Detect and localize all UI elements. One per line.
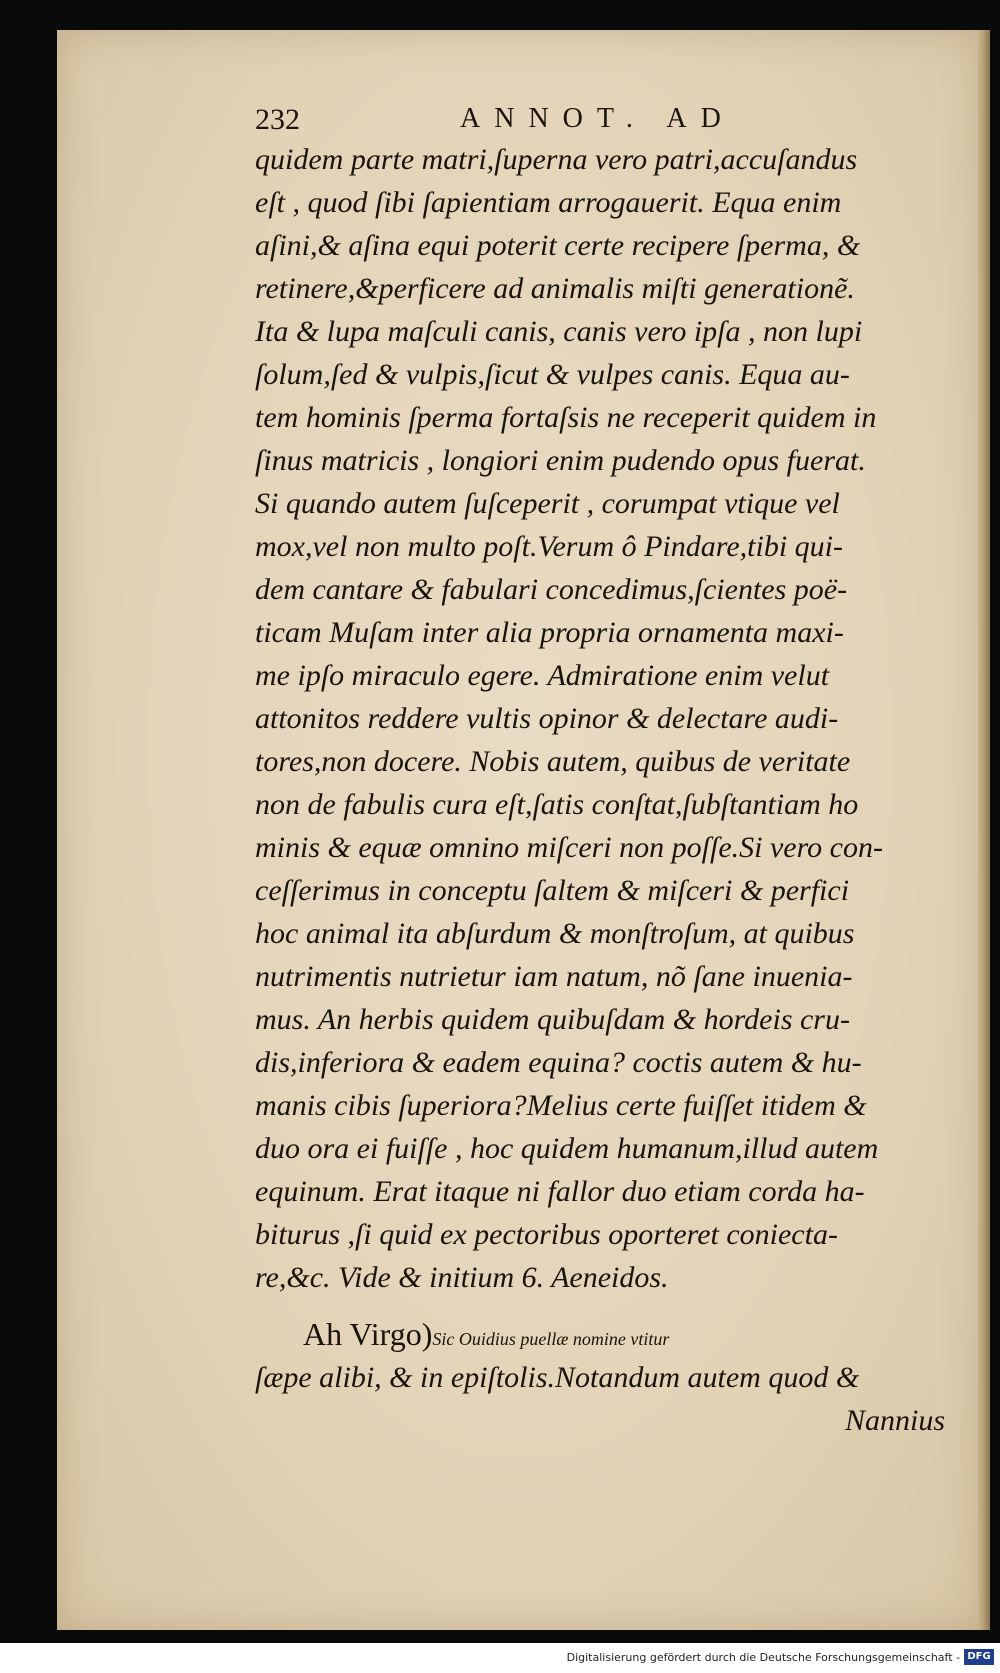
text-line: aſini,& aſina equi poterit certe recipere ſperma, & (255, 229, 861, 262)
footer-credit: Digitalisierung gefördert durch die Deutsche Forschungsgemeinschaft - (566, 1651, 960, 1664)
body-lines (255, 138, 955, 1299)
text-line: duo ora ei fuiſſe , hoc quidem humanum,illud autem (255, 1132, 879, 1165)
digitization-footer (0, 1643, 1000, 1673)
lemma-commentary: Sic Ouidius puellæ nomine vtitur (432, 1329, 670, 1349)
text-line: quidem parte matri,ſuperna vero patri,accuſandus (255, 143, 858, 176)
text-line: re,&c. Vide & initium 6. Aeneidos. (255, 1261, 669, 1294)
text-line: me ipſo miraculo egere. Admiratione enim velut (255, 659, 830, 692)
text-line: tem hominis ſperma fortaſsis ne receperit quidem in (255, 401, 877, 434)
dfg-logo: DFG (964, 1649, 994, 1665)
page-edge (978, 30, 990, 1630)
page-number: 232 (255, 103, 300, 136)
text-line: non de fabulis cura eſt,ſatis conſtat,ſubſtantiam ho (255, 788, 859, 821)
text-line: manis cibis ſuperiora?Melius certe fuiſſet itidem & (255, 1089, 867, 1122)
text-line: hoc animal ita abſurdum & monſtroſum, at quibus (255, 917, 855, 950)
text-line: mus. An herbis quidem quibuſdam & hordeis cru- (255, 1003, 850, 1036)
text-line: equinum. Erat itaque ni fallor duo etiam corda ha- (255, 1175, 865, 1208)
text-line: eſt , quod ſibi ſapientiam arrogauerit. Equa enim (255, 186, 842, 219)
text-line: ticam Muſam inter alia propria ornamenta maxi- (255, 616, 844, 649)
text-line: Si quando autem ſuſceperit , corumpat vtique vel (255, 487, 840, 520)
text-line: mox,vel non multo poſt.Verum ô Pindare,tibi qui- (255, 530, 843, 563)
text-line: retinere,&perficere ad animalis miſti generationẽ. (255, 272, 855, 305)
body-text (255, 138, 955, 1442)
text-line: ſolum,ſed & vulpis,ſicut & vulpes canis. Equa au- (255, 358, 850, 391)
running-title: ANNOT. AD (460, 103, 735, 134)
text-line: attonitos reddere vultis opinor & delectare audi- (255, 702, 839, 735)
text-line: ſinus matricis , longiori enim pudendo opus fuerat. (255, 444, 866, 477)
lemma: Ah Virgo) (303, 1316, 433, 1352)
running-head (255, 103, 955, 143)
lemma-commentary-line: ſæpe alibi, & in epiſtolis.Notandum autem quod & (255, 1361, 860, 1394)
text-line: minis & equæ omnino miſceri non poſſe.Si vero con- (255, 831, 883, 864)
text-line: ceſſerimus in conceptu ſaltem & miſceri & perfici (255, 874, 850, 907)
lemma-line (255, 1313, 955, 1356)
text-line: tores,non docere. Nobis autem, quibus de veritate (255, 745, 851, 778)
catchword: Nannius (844, 1404, 945, 1437)
text-line: biturus ,ſi quid ex pectoribus oporteret coniecta- (255, 1218, 838, 1251)
text-line: dem cantare & fabulari concedimus,ſcientes poë- (255, 573, 848, 606)
text-line: nutrimentis nutrietur iam natum, nõ ſane inuenia- (255, 960, 853, 993)
text-line: Ita & lupa maſculi canis, canis vero ipſa , non lupi (255, 315, 863, 348)
text-line: dis,inferiora & eadem equina? coctis autem & hu- (255, 1046, 862, 1079)
